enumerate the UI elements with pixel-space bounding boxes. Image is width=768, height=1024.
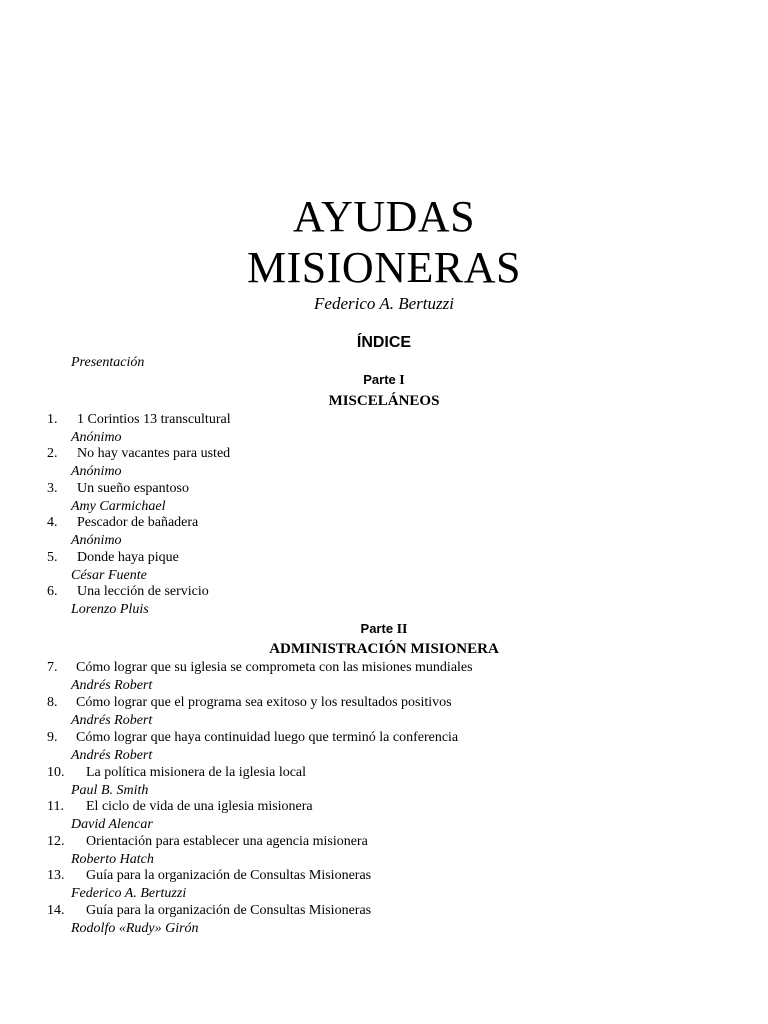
toc-entry-number: 12. xyxy=(47,834,65,849)
part-2-label-word: Parte xyxy=(360,621,394,636)
toc-entry-title: 1 Corintios 13 transcultural xyxy=(77,412,231,427)
part-1-label-word: Parte xyxy=(363,372,396,387)
toc-entry-title: Donde haya pique xyxy=(77,550,179,565)
toc-entry-title: La política misionera de la iglesia local xyxy=(86,765,307,780)
toc-entry-author: Anónimo xyxy=(71,464,122,479)
toc-entry-author: Amy Carmichael xyxy=(71,499,166,514)
toc-entry-title: Orientación para establecer una agencia misionera xyxy=(86,834,368,849)
toc-entry-number: 1. xyxy=(47,412,58,427)
presentation-entry: Presentación xyxy=(71,355,145,370)
toc-entry-title: Guía para la organización de Consultas Misioneras xyxy=(86,868,372,883)
toc-entry-number: 5. xyxy=(47,550,58,565)
toc-entry-author: Andrés Robert xyxy=(71,713,153,728)
index-heading: ÍNDICE xyxy=(356,334,412,351)
toc-entry-number: 8. xyxy=(47,695,58,710)
toc-entry-title: Cómo lograr que el programa sea exitoso y los resultados positivos xyxy=(76,695,452,710)
part-1-title: MISCELÁNEOS xyxy=(328,393,440,409)
toc-entry-author: Anónimo xyxy=(71,533,122,548)
part-2-label xyxy=(0,621,768,638)
book-title-line-1: AYUDAS xyxy=(292,192,476,241)
part-1-label-number: I xyxy=(399,373,405,388)
toc-entry-number: 4. xyxy=(47,515,58,530)
toc-entry-author: César Fuente xyxy=(71,568,147,583)
toc-entry-title: Pescador de bañadera xyxy=(77,515,199,530)
toc-entry-author: Paul B. Smith xyxy=(71,783,149,798)
toc-entry-number: 10. xyxy=(47,765,65,780)
toc-entry-number: 7. xyxy=(47,660,58,675)
toc-entry-author: Roberto Hatch xyxy=(71,852,154,867)
toc-entry-title: Cómo lograr que su iglesia se comprometa con las misiones mundiales xyxy=(76,660,473,675)
toc-entry-number: 3. xyxy=(47,481,58,496)
toc-entry-author: Andrés Robert xyxy=(71,748,153,763)
toc-entry-number: 2. xyxy=(47,446,58,461)
toc-entry-title: El ciclo de vida de una iglesia misionera xyxy=(86,799,313,814)
book-author: Federico A. Bertuzzi xyxy=(314,294,454,313)
toc-entry-author: David Alencar xyxy=(71,817,153,832)
book-title-line-2: MISIONERAS xyxy=(247,243,521,292)
toc-entry-title: Cómo lograr que haya continuidad luego que terminó la conferencia xyxy=(76,730,459,745)
toc-entry-number: 14. xyxy=(47,903,65,918)
toc-entry-author: Rodolfo «Rudy» Girón xyxy=(71,921,199,936)
toc-entry-title: Una lección de servicio xyxy=(77,584,209,599)
part-1-label xyxy=(0,372,768,389)
part-2-title: ADMINISTRACIÓN MISIONERA xyxy=(269,641,499,657)
toc-entry-author: Federico A. Bertuzzi xyxy=(71,886,187,901)
toc-entry-number: 13. xyxy=(47,868,65,883)
toc-entry-number: 6. xyxy=(47,584,58,599)
toc-entry-number: 11. xyxy=(47,799,64,814)
toc-entry-number: 9. xyxy=(47,730,58,745)
toc-entry-title: Un sueño espantoso xyxy=(77,481,189,496)
toc-entry-author: Andrés Robert xyxy=(71,678,153,693)
toc-entry-title: No hay vacantes para usted xyxy=(77,446,231,461)
part-2-label-number: II xyxy=(396,622,408,637)
toc-entry-title: Guía para la organización de Consultas Misioneras xyxy=(86,903,372,918)
toc-entry-author: Lorenzo Pluis xyxy=(71,602,149,617)
toc-entry-author: Anónimo xyxy=(71,430,122,445)
